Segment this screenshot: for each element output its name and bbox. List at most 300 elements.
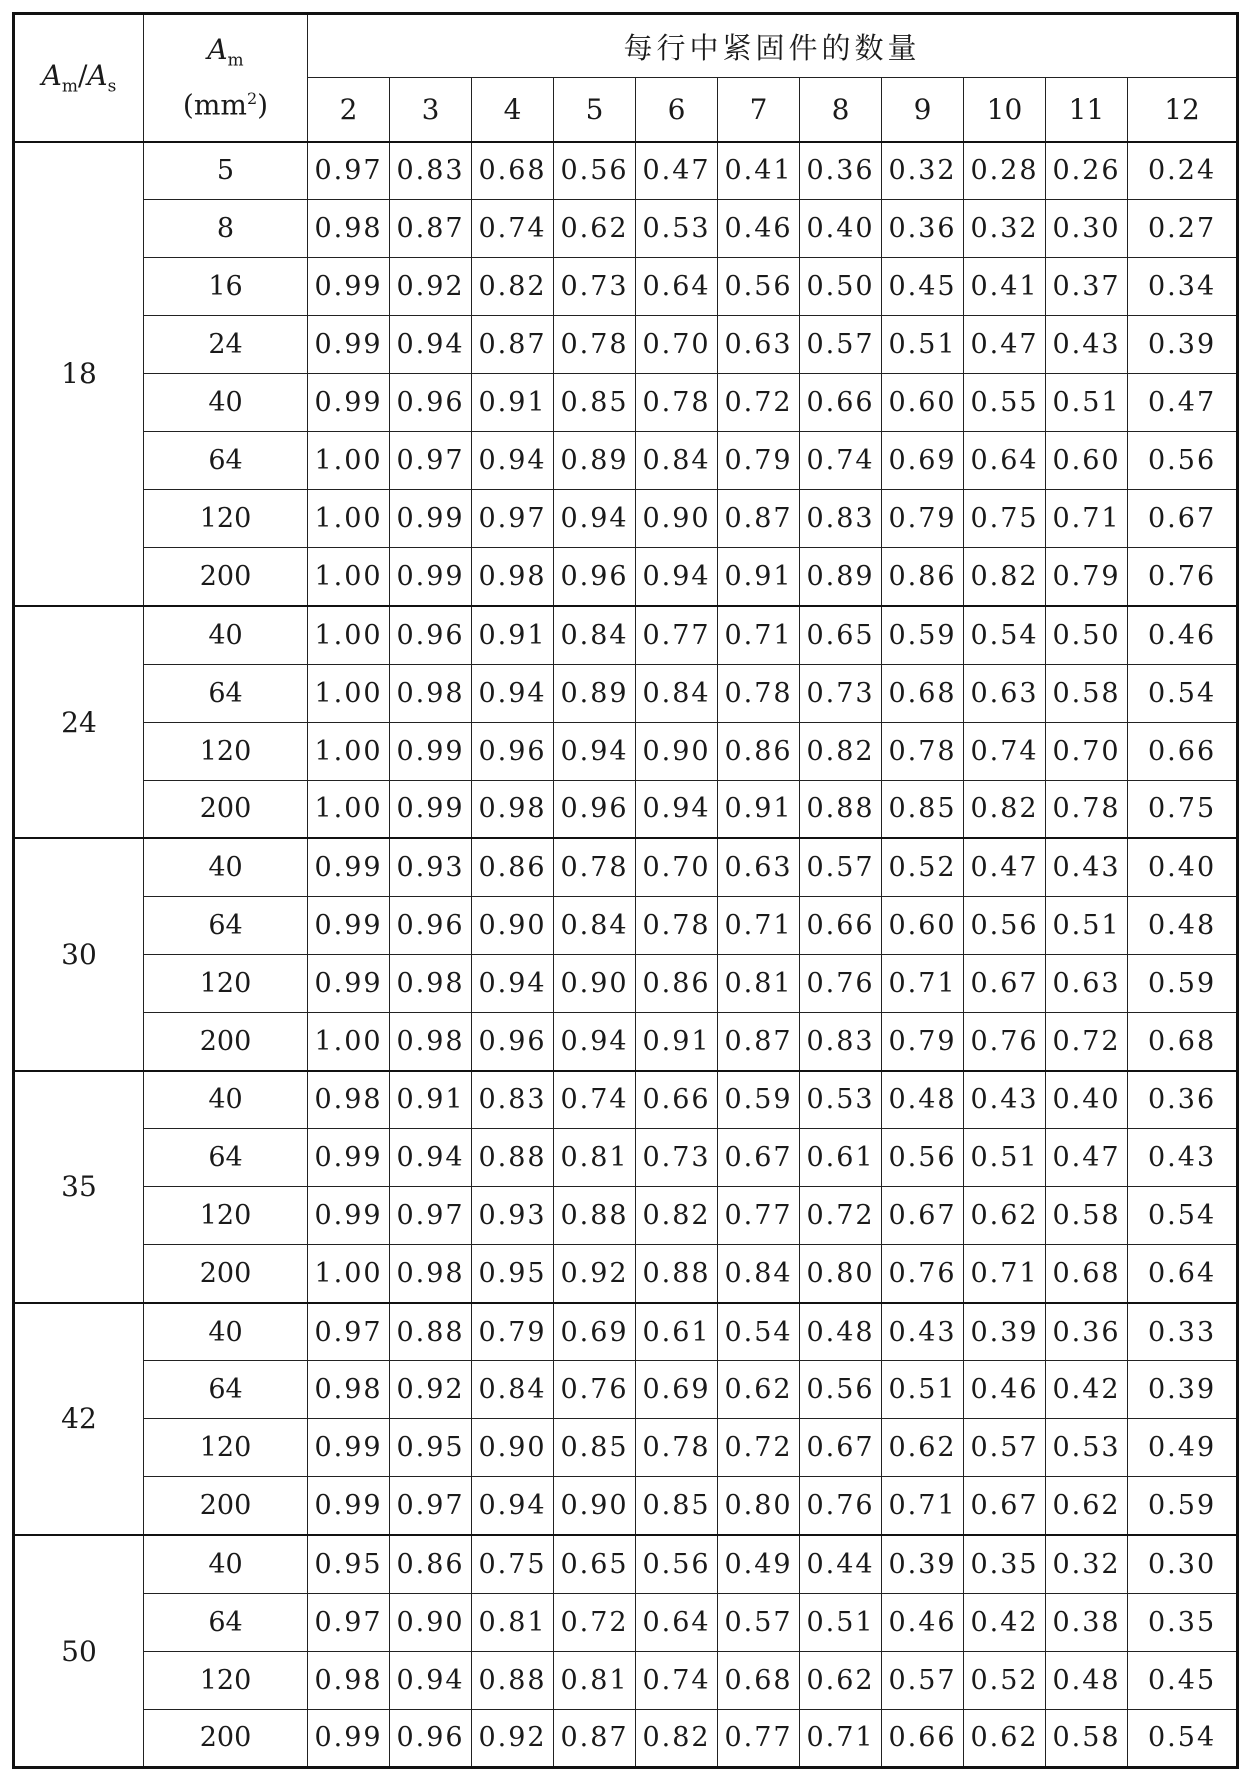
factor-cell: 0.87 xyxy=(718,1012,800,1070)
factor-cell: 0.85 xyxy=(882,780,964,838)
factor-cell: 0.78 xyxy=(554,316,636,374)
count-header: 8 xyxy=(800,78,882,142)
factor-cell: 0.76 xyxy=(1128,548,1238,606)
factor-cell: 0.94 xyxy=(472,664,554,722)
factor-cell: 0.53 xyxy=(636,200,718,258)
table-row xyxy=(14,142,1238,200)
factor-cell: 0.99 xyxy=(308,896,390,954)
am-value-cell: 64 xyxy=(144,896,308,954)
factor-cell: 0.95 xyxy=(308,1535,390,1593)
factor-cell: 0.59 xyxy=(882,606,964,664)
factor-cell: 0.59 xyxy=(718,1071,800,1129)
am-value-cell: 40 xyxy=(144,606,308,664)
table-row xyxy=(14,490,1238,548)
factor-cell: 0.56 xyxy=(800,1361,882,1419)
factor-cell: 0.82 xyxy=(800,722,882,780)
table-row xyxy=(14,1303,1238,1361)
factor-cell: 0.64 xyxy=(636,258,718,316)
factor-cell: 0.56 xyxy=(718,258,800,316)
factor-cell: 0.90 xyxy=(636,490,718,548)
factor-cell: 0.94 xyxy=(472,1477,554,1535)
ratio-group-cell: 18 xyxy=(14,142,144,607)
factor-cell: 0.72 xyxy=(800,1187,882,1245)
count-header: 10 xyxy=(964,78,1046,142)
factor-cell: 0.36 xyxy=(1128,1071,1238,1129)
table-row xyxy=(14,954,1238,1012)
factor-cell: 0.69 xyxy=(636,1361,718,1419)
table-row xyxy=(14,1361,1238,1419)
table-row xyxy=(14,1593,1238,1651)
factor-cell: 0.54 xyxy=(1128,1709,1238,1767)
factor-cell: 0.97 xyxy=(390,432,472,490)
factor-cell: 0.96 xyxy=(554,548,636,606)
am-value-cell: 40 xyxy=(144,838,308,896)
factor-cell: 0.43 xyxy=(1128,1129,1238,1187)
factor-cell: 0.80 xyxy=(800,1245,882,1303)
factor-cell: 0.95 xyxy=(472,1245,554,1303)
factor-cell: 0.72 xyxy=(554,1593,636,1651)
factor-cell: 0.85 xyxy=(554,374,636,432)
count-header: 6 xyxy=(636,78,718,142)
table-row xyxy=(14,780,1238,838)
factor-cell: 0.66 xyxy=(636,1071,718,1129)
factor-cell: 0.98 xyxy=(390,1245,472,1303)
factor-cell: 0.76 xyxy=(554,1361,636,1419)
factor-cell: 0.47 xyxy=(964,316,1046,374)
factor-cell: 0.38 xyxy=(1046,1593,1128,1651)
factor-cell: 0.52 xyxy=(964,1651,1046,1709)
ratio-group-cell: 35 xyxy=(14,1071,144,1303)
factor-cell: 1.00 xyxy=(308,432,390,490)
factor-cell: 0.50 xyxy=(1046,606,1128,664)
factor-cell: 0.97 xyxy=(308,1593,390,1651)
factor-cell: 0.46 xyxy=(1128,606,1238,664)
factor-cell: 0.88 xyxy=(390,1303,472,1361)
am-value-cell: 40 xyxy=(144,374,308,432)
factor-cell: 0.71 xyxy=(1046,490,1128,548)
factor-cell: 0.94 xyxy=(554,490,636,548)
factor-cell: 0.62 xyxy=(1046,1477,1128,1535)
factor-cell: 0.30 xyxy=(1128,1535,1238,1593)
table-row xyxy=(14,200,1238,258)
factor-cell: 0.99 xyxy=(390,722,472,780)
factor-cell: 0.65 xyxy=(554,1535,636,1593)
factor-cell: 0.81 xyxy=(718,954,800,1012)
factor-cell: 0.55 xyxy=(964,374,1046,432)
factor-cell: 0.64 xyxy=(964,432,1046,490)
factor-cell: 0.63 xyxy=(718,838,800,896)
factor-cell: 0.47 xyxy=(636,142,718,200)
table-row xyxy=(14,1071,1238,1129)
table-row xyxy=(14,548,1238,606)
fastener-factor-table xyxy=(12,12,1239,1769)
header-row-1 xyxy=(14,14,1238,78)
factor-cell: 0.81 xyxy=(554,1129,636,1187)
factor-cell: 0.71 xyxy=(718,896,800,954)
factor-cell: 0.51 xyxy=(964,1129,1046,1187)
factor-cell: 0.67 xyxy=(1128,490,1238,548)
factor-cell: 0.96 xyxy=(390,896,472,954)
factor-cell: 0.99 xyxy=(308,1187,390,1245)
factor-cell: 0.71 xyxy=(800,1709,882,1767)
factor-cell: 0.56 xyxy=(554,142,636,200)
factor-cell: 0.79 xyxy=(882,490,964,548)
factor-cell: 0.96 xyxy=(390,374,472,432)
factor-cell: 0.62 xyxy=(800,1651,882,1709)
table-body xyxy=(14,142,1238,1768)
factor-cell: 0.27 xyxy=(1128,200,1238,258)
am-value-cell: 40 xyxy=(144,1071,308,1129)
factor-cell: 0.75 xyxy=(964,490,1046,548)
factor-cell: 0.68 xyxy=(718,1651,800,1709)
factor-cell: 0.43 xyxy=(882,1303,964,1361)
factor-cell: 0.59 xyxy=(1128,954,1238,1012)
factor-cell: 0.62 xyxy=(882,1419,964,1477)
factor-cell: 0.43 xyxy=(1046,316,1128,374)
factor-cell: 0.91 xyxy=(718,780,800,838)
factor-cell: 0.42 xyxy=(1046,1361,1128,1419)
am-value-cell: 120 xyxy=(144,1419,308,1477)
factor-cell: 0.67 xyxy=(800,1419,882,1477)
am-value-cell: 8 xyxy=(144,200,308,258)
factor-cell: 0.40 xyxy=(1046,1071,1128,1129)
factor-cell: 0.79 xyxy=(1046,548,1128,606)
factor-cell: 1.00 xyxy=(308,606,390,664)
factor-cell: 1.00 xyxy=(308,1012,390,1070)
factor-cell: 0.81 xyxy=(554,1651,636,1709)
factor-cell: 0.86 xyxy=(390,1535,472,1593)
count-header: 2 xyxy=(308,78,390,142)
factor-cell: 1.00 xyxy=(308,722,390,780)
factor-cell: 0.39 xyxy=(1128,1361,1238,1419)
factor-cell: 0.68 xyxy=(882,664,964,722)
factor-cell: 0.78 xyxy=(1046,780,1128,838)
factor-cell: 0.47 xyxy=(964,838,1046,896)
factor-cell: 0.36 xyxy=(1046,1303,1128,1361)
factor-cell: 0.61 xyxy=(800,1129,882,1187)
table-row xyxy=(14,374,1238,432)
factor-cell: 0.67 xyxy=(882,1187,964,1245)
factor-cell: 0.94 xyxy=(636,780,718,838)
table-row xyxy=(14,1012,1238,1070)
factor-cell: 0.47 xyxy=(1128,374,1238,432)
factor-cell: 1.00 xyxy=(308,780,390,838)
factor-cell: 0.84 xyxy=(718,1245,800,1303)
factor-cell: 0.43 xyxy=(964,1071,1046,1129)
factor-cell: 0.59 xyxy=(1128,1477,1238,1535)
factor-cell: 0.70 xyxy=(636,838,718,896)
count-header: 7 xyxy=(718,78,800,142)
factor-cell: 0.78 xyxy=(718,664,800,722)
factor-cell: 0.46 xyxy=(718,200,800,258)
factor-cell: 0.88 xyxy=(554,1187,636,1245)
factor-cell: 0.65 xyxy=(800,606,882,664)
am-value-cell: 200 xyxy=(144,1709,308,1767)
factor-cell: 0.99 xyxy=(308,316,390,374)
factor-cell: 0.95 xyxy=(390,1419,472,1477)
factor-cell: 0.99 xyxy=(390,548,472,606)
factor-cell: 0.68 xyxy=(472,142,554,200)
factor-cell: 0.94 xyxy=(390,1651,472,1709)
factor-cell: 0.76 xyxy=(964,1012,1046,1070)
factor-cell: 0.93 xyxy=(472,1187,554,1245)
factor-cell: 0.39 xyxy=(882,1535,964,1593)
factor-cell: 0.57 xyxy=(718,1593,800,1651)
factor-cell: 0.79 xyxy=(882,1012,964,1070)
factor-cell: 0.98 xyxy=(472,780,554,838)
factor-cell: 0.36 xyxy=(882,200,964,258)
factor-cell: 0.94 xyxy=(390,1129,472,1187)
factor-cell: 1.00 xyxy=(308,548,390,606)
factor-cell: 0.74 xyxy=(636,1651,718,1709)
factor-cell: 0.94 xyxy=(554,1012,636,1070)
am-value-cell: 120 xyxy=(144,490,308,548)
table-row xyxy=(14,316,1238,374)
factor-cell: 0.64 xyxy=(1128,1245,1238,1303)
ratio-group-cell: 50 xyxy=(14,1535,144,1768)
factor-cell: 0.80 xyxy=(718,1477,800,1535)
factor-cell: 0.56 xyxy=(1128,432,1238,490)
factor-cell: 0.62 xyxy=(964,1187,1046,1245)
factor-cell: 0.45 xyxy=(882,258,964,316)
table-row xyxy=(14,1129,1238,1187)
factor-cell: 0.60 xyxy=(1046,432,1128,490)
factor-cell: 0.56 xyxy=(964,896,1046,954)
factor-cell: 1.00 xyxy=(308,1245,390,1303)
table-row xyxy=(14,838,1238,896)
factor-cell: 0.51 xyxy=(882,316,964,374)
am-value-cell: 64 xyxy=(144,1129,308,1187)
factor-cell: 0.37 xyxy=(1046,258,1128,316)
factor-cell: 0.98 xyxy=(308,1071,390,1129)
factor-cell: 0.94 xyxy=(472,954,554,1012)
factor-cell: 0.91 xyxy=(636,1012,718,1070)
factor-cell: 0.73 xyxy=(636,1129,718,1187)
factor-cell: 0.88 xyxy=(800,780,882,838)
factor-cell: 0.69 xyxy=(882,432,964,490)
factor-cell: 0.96 xyxy=(472,1012,554,1070)
factor-cell: 0.89 xyxy=(554,432,636,490)
ratio-header: $A_m/A_s$ xyxy=(14,14,144,142)
factor-cell: 0.78 xyxy=(636,374,718,432)
factor-cell: 0.99 xyxy=(308,374,390,432)
factor-cell: 0.99 xyxy=(308,258,390,316)
factor-cell: 0.92 xyxy=(390,1361,472,1419)
factor-cell: 0.85 xyxy=(554,1419,636,1477)
factor-cell: 0.56 xyxy=(636,1535,718,1593)
factor-cell: 0.50 xyxy=(800,258,882,316)
factor-cell: 0.66 xyxy=(800,896,882,954)
factor-cell: 0.77 xyxy=(718,1187,800,1245)
factor-cell: 0.99 xyxy=(308,1477,390,1535)
factor-cell: 0.44 xyxy=(800,1535,882,1593)
factor-cell: 0.78 xyxy=(636,1419,718,1477)
factor-cell: 0.96 xyxy=(390,1709,472,1767)
count-header: 11 xyxy=(1046,78,1128,142)
factor-cell: 0.49 xyxy=(1128,1419,1238,1477)
factor-cell: 0.90 xyxy=(390,1593,472,1651)
factor-cell: 0.84 xyxy=(554,606,636,664)
table-row xyxy=(14,722,1238,780)
factor-cell: 0.92 xyxy=(554,1245,636,1303)
factor-cell: 0.94 xyxy=(554,722,636,780)
factor-cell: 0.58 xyxy=(1046,664,1128,722)
factor-cell: 0.86 xyxy=(718,722,800,780)
factor-cell: 0.39 xyxy=(964,1303,1046,1361)
table-row xyxy=(14,1651,1238,1709)
factor-cell: 0.66 xyxy=(800,374,882,432)
factor-cell: 0.91 xyxy=(718,548,800,606)
factor-cell: 0.32 xyxy=(1046,1535,1128,1593)
factor-cell: 0.68 xyxy=(1046,1245,1128,1303)
factor-cell: 0.76 xyxy=(800,954,882,1012)
table-row xyxy=(14,1709,1238,1767)
factor-cell: 0.99 xyxy=(390,490,472,548)
factor-cell: 0.98 xyxy=(308,1651,390,1709)
factor-cell: 0.63 xyxy=(1046,954,1128,1012)
factor-cell: 0.28 xyxy=(964,142,1046,200)
am-value-cell: 24 xyxy=(144,316,308,374)
am-value-cell: 200 xyxy=(144,548,308,606)
factor-cell: 0.72 xyxy=(718,374,800,432)
factor-cell: 0.86 xyxy=(882,548,964,606)
factor-cell: 0.83 xyxy=(390,142,472,200)
factor-cell: 0.42 xyxy=(964,1593,1046,1651)
factor-cell: 0.30 xyxy=(1046,200,1128,258)
factor-cell: 0.97 xyxy=(308,1303,390,1361)
factor-cell: 0.60 xyxy=(882,374,964,432)
factor-cell: 0.62 xyxy=(554,200,636,258)
factor-cell: 0.64 xyxy=(636,1593,718,1651)
table-row xyxy=(14,1477,1238,1535)
factor-cell: 0.94 xyxy=(636,548,718,606)
factor-cell: 0.34 xyxy=(1128,258,1238,316)
factor-cell: 0.54 xyxy=(1128,664,1238,722)
count-header: 12 xyxy=(1128,78,1238,142)
factor-cell: 0.96 xyxy=(472,722,554,780)
factor-cell: 0.84 xyxy=(554,896,636,954)
factor-cell: 0.98 xyxy=(472,548,554,606)
table-row xyxy=(14,606,1238,664)
factor-cell: 0.48 xyxy=(1128,896,1238,954)
factor-cell: 0.89 xyxy=(800,548,882,606)
factor-cell: 0.40 xyxy=(800,200,882,258)
am-value-cell: 16 xyxy=(144,258,308,316)
factor-cell: 0.63 xyxy=(964,664,1046,722)
factor-cell: 0.61 xyxy=(636,1303,718,1361)
factor-cell: 0.35 xyxy=(1128,1593,1238,1651)
count-header: 4 xyxy=(472,78,554,142)
factor-cell: 0.90 xyxy=(554,1477,636,1535)
factor-cell: 0.48 xyxy=(882,1071,964,1129)
factor-cell: 0.97 xyxy=(308,142,390,200)
factor-cell: 0.41 xyxy=(964,258,1046,316)
factor-cell: 0.93 xyxy=(390,838,472,896)
factor-cell: 0.32 xyxy=(882,142,964,200)
factor-cell: 0.71 xyxy=(882,954,964,1012)
factor-cell: 0.99 xyxy=(308,1709,390,1767)
factor-cell: 0.96 xyxy=(554,780,636,838)
factor-cell: 0.57 xyxy=(800,316,882,374)
factor-cell: 0.67 xyxy=(964,1477,1046,1535)
factor-cell: 0.52 xyxy=(882,838,964,896)
am-value-cell: 64 xyxy=(144,432,308,490)
factor-cell: 0.51 xyxy=(1046,374,1128,432)
factor-cell: 0.51 xyxy=(882,1361,964,1419)
factor-cell: 0.26 xyxy=(1046,142,1128,200)
factor-cell: 0.63 xyxy=(718,316,800,374)
factor-cell: 0.53 xyxy=(1046,1419,1128,1477)
factor-cell: 0.99 xyxy=(390,780,472,838)
factor-cell: 0.99 xyxy=(308,954,390,1012)
factor-cell: 0.46 xyxy=(964,1361,1046,1419)
factor-cell: 0.98 xyxy=(390,954,472,1012)
factor-cell: 0.83 xyxy=(800,1012,882,1070)
am-value-cell: 40 xyxy=(144,1535,308,1593)
factor-cell: 0.98 xyxy=(390,1012,472,1070)
factor-cell: 0.76 xyxy=(800,1477,882,1535)
factor-cell: 0.97 xyxy=(390,1477,472,1535)
factor-cell: 0.57 xyxy=(964,1419,1046,1477)
factor-cell: 0.69 xyxy=(554,1303,636,1361)
factor-cell: 0.98 xyxy=(390,664,472,722)
factor-cell: 0.66 xyxy=(1128,722,1238,780)
factor-cell: 0.35 xyxy=(964,1535,1046,1593)
factor-cell: 0.82 xyxy=(964,780,1046,838)
factor-cell: 0.88 xyxy=(636,1245,718,1303)
am-value-cell: 64 xyxy=(144,1361,308,1419)
factor-cell: 0.82 xyxy=(636,1187,718,1245)
factor-cell: 0.88 xyxy=(472,1651,554,1709)
factor-cell: 0.68 xyxy=(1128,1012,1238,1070)
factor-cell: 0.41 xyxy=(718,142,800,200)
factor-cell: 0.91 xyxy=(472,606,554,664)
factor-cell: 0.39 xyxy=(1128,316,1238,374)
fastener-count-title: 每行中紧固件的数量 xyxy=(308,14,1238,78)
factor-cell: 0.47 xyxy=(1046,1129,1128,1187)
factor-cell: 0.90 xyxy=(472,896,554,954)
factor-cell: 0.54 xyxy=(1128,1187,1238,1245)
am-value-cell: 120 xyxy=(144,722,308,780)
factor-cell: 0.82 xyxy=(472,258,554,316)
factor-cell: 0.82 xyxy=(636,1709,718,1767)
factor-cell: 0.75 xyxy=(1128,780,1238,838)
factor-cell: 0.88 xyxy=(472,1129,554,1187)
factor-cell: 0.97 xyxy=(472,490,554,548)
factor-cell: 0.66 xyxy=(882,1709,964,1767)
factor-cell: 0.98 xyxy=(308,1361,390,1419)
table-row xyxy=(14,664,1238,722)
factor-cell: 0.90 xyxy=(636,722,718,780)
factor-cell: 0.43 xyxy=(1046,838,1128,896)
factor-cell: 0.92 xyxy=(472,1709,554,1767)
table-row xyxy=(14,1187,1238,1245)
factor-cell: 0.53 xyxy=(800,1071,882,1129)
factor-cell: 0.74 xyxy=(800,432,882,490)
factor-cell: 0.67 xyxy=(964,954,1046,1012)
factor-cell: 0.99 xyxy=(308,838,390,896)
am-value-cell: 200 xyxy=(144,1477,308,1535)
factor-cell: 0.46 xyxy=(882,1593,964,1651)
factor-cell: 0.72 xyxy=(718,1419,800,1477)
am-value-cell: 120 xyxy=(144,1651,308,1709)
factor-cell: 0.56 xyxy=(882,1129,964,1187)
am-value-cell: 200 xyxy=(144,1245,308,1303)
factor-cell: 0.77 xyxy=(636,606,718,664)
count-header: 3 xyxy=(390,78,472,142)
factor-cell: 0.54 xyxy=(718,1303,800,1361)
factor-cell: 0.78 xyxy=(554,838,636,896)
